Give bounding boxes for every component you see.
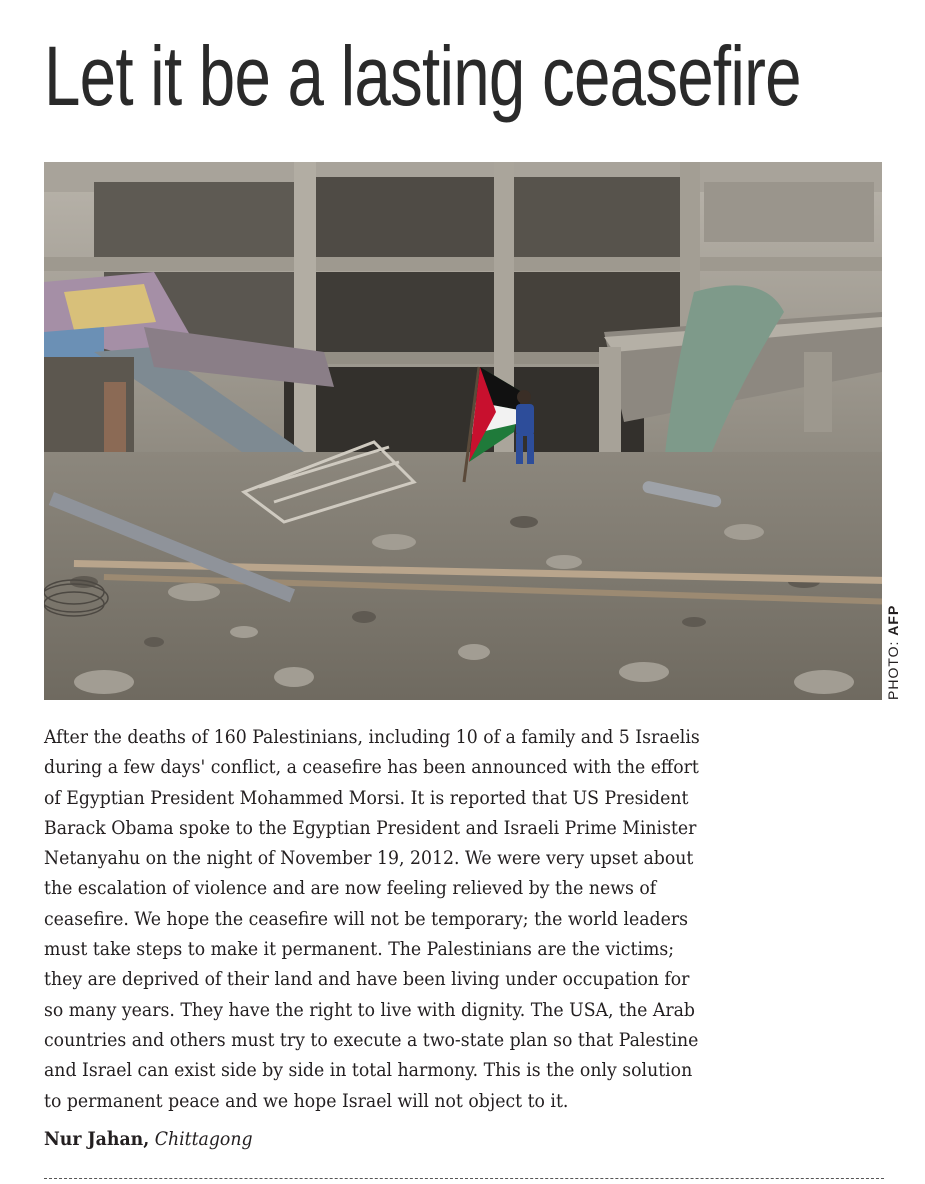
body-line: during a few days' conflict, a ceasefire has been announced with the effort [44, 756, 699, 779]
body-line: of Egyptian President Mohammed Morsi. It is reported that US President [44, 786, 689, 809]
body-line: to permanent peace and we hope Israel will not object to it. [44, 1089, 569, 1112]
photo-credit-agency: AFP [885, 604, 901, 636]
photo-credit-label: PHOTO: [885, 635, 901, 700]
section-divider [44, 1178, 884, 1179]
body-line: Netanyahu on the night of November 19, 2012. We were very upset about [44, 847, 694, 870]
body-line: the escalation of violence and are now feeling relieved by the news of [44, 877, 657, 900]
body-line: must take steps to make it permanent. The Palestinians are the victims; [44, 938, 675, 961]
article-body [44, 722, 894, 1116]
body-line: they are deprived of their land and have been living under occupation for [44, 968, 690, 991]
headline: Let it be a lasting ceasefire [44, 29, 801, 123]
body-line: so many years. They have the right to live with dignity. The USA, the Arab [44, 998, 695, 1021]
photo-destroyed-building-child-with-flag-icon [44, 162, 882, 700]
author-name: Nur Jahan, [44, 1128, 150, 1150]
news-photo [44, 162, 882, 700]
body-line: ceasefire. We hope the ceasefire will not be temporary; the world leaders [44, 907, 688, 930]
author-place: Chittagong [154, 1128, 253, 1150]
body-line: countries and others must try to execute a two-state plan so that Palestine [44, 1028, 699, 1051]
photo-credit [884, 590, 902, 700]
author-signature [44, 1124, 253, 1154]
body-line: Barack Obama spoke to the Egyptian President and Israeli Prime Minister [44, 816, 697, 839]
body-line: After the deaths of 160 Palestinians, including 10 of a family and 5 Israelis [44, 726, 700, 748]
body-line: and Israel can exist side by side in total harmony. This is the only solution [44, 1059, 693, 1082]
